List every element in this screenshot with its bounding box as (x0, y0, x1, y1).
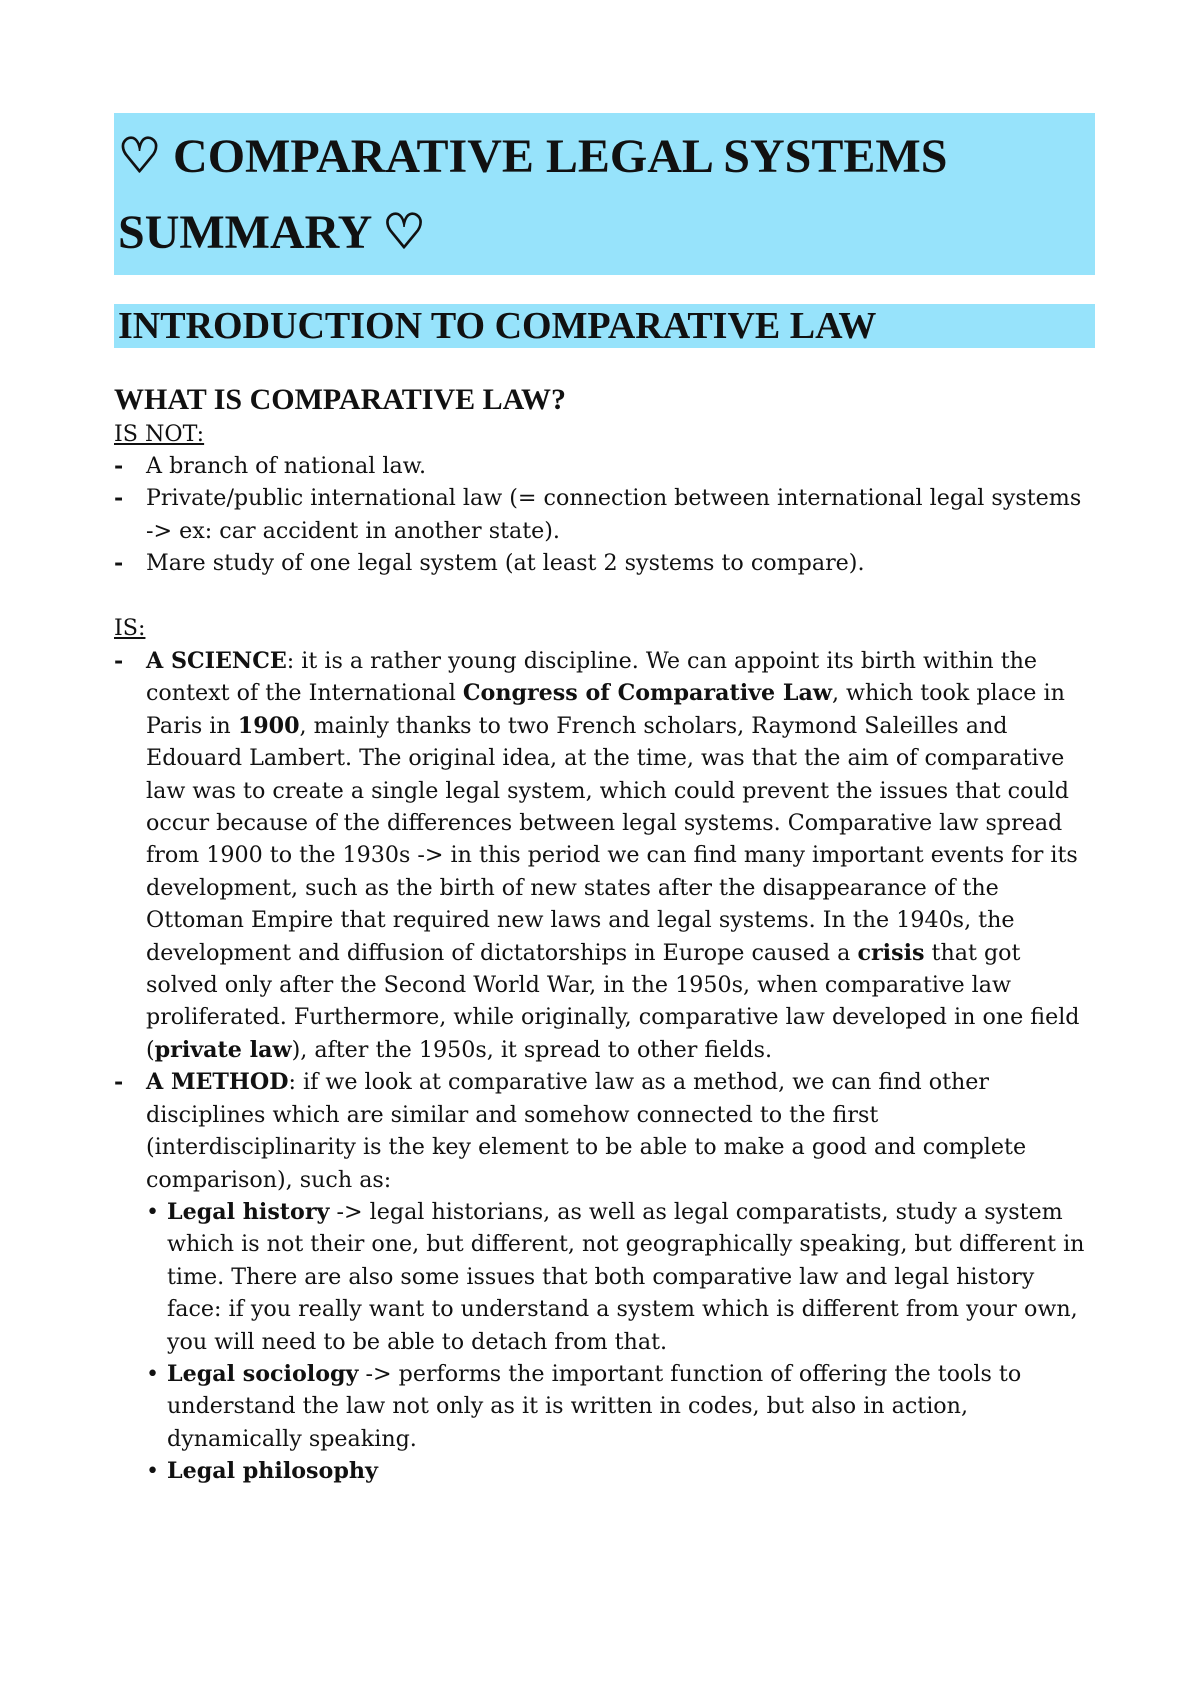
document-title: ♡ COMPARATIVE LEGAL SYSTEMS SUMMARY ♡ (118, 130, 948, 259)
title-banner (114, 113, 1095, 275)
sublist-text: -> legal historians, as well as legal comparatists, study a system which is not their one, but different, not geographically speaking, but different in time. There are also some issues that both comparative law and legal history face: if you really want to understand a system which is different from your own, you will need to be able to detach from that. (167, 1198, 1085, 1355)
sublist-item (146, 1455, 1094, 1487)
method-text: : if we look at comparative law as a method, we can find other disciplines which are similar and somehow connected to the first (interdisciplinarity is the key element to be able to make a good and complete comparison), such as: (146, 1069, 1027, 1193)
section-banner (114, 304, 1095, 348)
section-heading: INTRODUCTION TO COMPARATIVE LAW (118, 305, 877, 347)
sublist-text: -> performs the important function of offering the tools to understand the law not only as it is written in codes, but also in action, dynamically speaking. (167, 1360, 1022, 1452)
list-item: - Mare study of one legal system (at least 2 systems to compare). (114, 547, 1089, 579)
sublist-term: Legal philosophy (167, 1458, 378, 1485)
science-bold-2: 1900 (237, 712, 300, 739)
is-label: IS: (114, 615, 146, 641)
is-not-list (114, 450, 1089, 580)
science-bold-3: crisis (857, 939, 925, 966)
science-bold-1: Congress of Comparative Law (462, 680, 832, 707)
science-text-5: ), after the 1950s, it spread to other fields. (291, 1036, 773, 1063)
sublist-term: Legal sociology (167, 1360, 359, 1387)
sublist-term: Legal history (167, 1198, 330, 1225)
sublist-item (146, 1358, 1094, 1455)
science-text-2: , which took place in Paris in (146, 680, 1065, 739)
science-term: A SCIENCE (146, 648, 287, 674)
sub-heading: WHAT IS COMPARATIVE LAW? (114, 383, 566, 416)
method-term: A METHOD (146, 1069, 289, 1096)
method-item (114, 1066, 1094, 1487)
method-sublist (146, 1196, 1094, 1488)
science-text-4: that got solved only after the Second World War, in the 1950s, when comparative law proliferated. Furthermore, while originally, comparative law developed in one field ( (146, 939, 1080, 1063)
science-bold-4: private law (154, 1036, 292, 1063)
sublist-item (146, 1196, 1094, 1358)
list-item: - Private/public international law (= connection between international legal systems -> ex: car accident in another state). (114, 482, 1089, 547)
is-not-label: IS NOT: (114, 421, 205, 447)
science-text-3: , mainly thanks to two French scholars, Raymond Saleilles and Edouard Lambert. The original idea, at the time, was that the aim of comparative law was to create a single legal system, which could prevent the issues that could occur because of the differences between legal systems. Comparative law spread from 1900 to the 1930s -> in this period we can find many important events for its development, such as the birth of new states after the disappearance of the Ottoman Empire that required new laws and legal systems. In the 1940s, the development and diffusion of dictatorships in Europe caused a (146, 712, 1078, 966)
is-list (114, 645, 1094, 1488)
list-item: - A branch of national law. (114, 450, 1089, 482)
science-text-1: : it is a rather young discipline. We can appoint its birth within the context of the International (146, 648, 1038, 707)
science-item (114, 645, 1094, 1066)
